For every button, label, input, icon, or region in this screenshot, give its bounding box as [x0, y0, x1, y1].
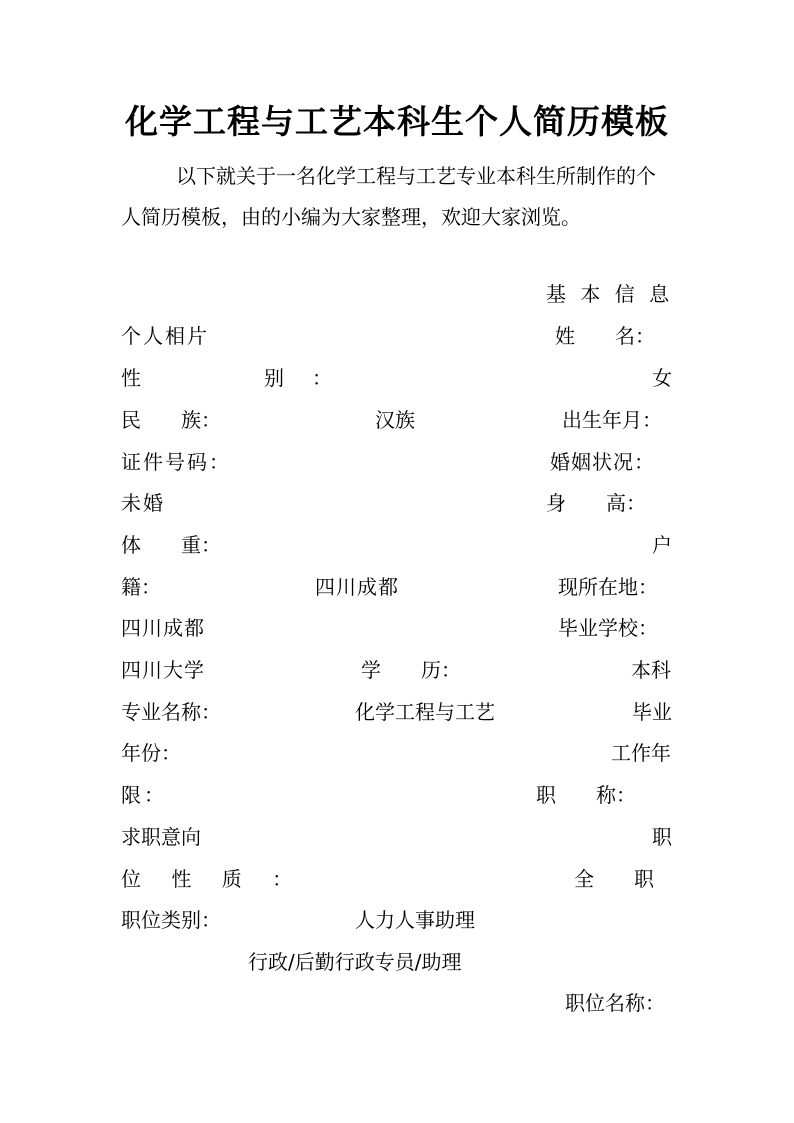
gradyear-label-a: 毕业: [632, 700, 672, 724]
height-label: 身 高：: [546, 491, 646, 515]
section-basic-info: 基 本 信 息: [546, 282, 674, 306]
jobnature-label-b: 位 性 质 ：: [121, 867, 305, 891]
jobnature-label-a: 职: [652, 825, 672, 849]
degree-label: 学 历：: [361, 658, 461, 682]
jobnature-value: 全 职: [574, 867, 654, 891]
residence-label: 现所在地：: [558, 575, 658, 599]
marital-label: 婚姻状况：: [550, 450, 655, 474]
photo-label: 个人相片: [121, 324, 209, 348]
hukou-label-b: 籍：: [121, 575, 161, 599]
gender-colon: ：: [312, 366, 332, 390]
weight-label: 体 重：: [121, 533, 221, 557]
school-label: 毕业学校：: [558, 616, 658, 640]
gradyear-label-b: 年份：: [121, 741, 181, 765]
category-value-1: 人力人事助理: [355, 908, 475, 932]
intro-paragraph: 以下就关于一名化学工程与工艺专业本科生所制作的个人简历模板，由的小编为大家整理，欢迎大家浏览。: [121, 164, 656, 229]
birth-label: 出生年月：: [562, 408, 662, 432]
ethnicity-value: 汉族: [375, 408, 415, 432]
hukou-label-a: 户: [652, 533, 672, 557]
gender-label-b: 别: [264, 366, 284, 390]
residence-value: 四川成都: [121, 616, 205, 640]
section-job-intent: 求职意向: [121, 825, 201, 849]
jobtitle-label: 职 称：: [536, 783, 636, 807]
major-value: 化学工程与工艺: [355, 700, 495, 724]
document-title: 化学工程与工艺本科生个人简历模板: [125, 102, 669, 141]
hukou-value: 四川成都: [315, 575, 399, 599]
ethnicity-label: 民 族：: [121, 408, 221, 432]
category-value-2: 行政/后勤行政专员/助理: [248, 950, 462, 974]
degree-value: 本科: [631, 658, 671, 682]
marital-value: 未婚: [121, 491, 165, 515]
position-label: 职位名称：: [565, 991, 665, 1015]
id-label: 证件号码：: [121, 450, 231, 474]
category-label: 职位类别：: [121, 908, 221, 932]
major-label: 专业名称：: [121, 700, 221, 724]
gender-label-a: 性: [121, 366, 141, 390]
name-label: 姓 名：: [555, 324, 655, 348]
workyears-label-a: 工作年: [611, 741, 671, 765]
workyears-label-b: 限：: [121, 783, 167, 807]
school-value: 四川大学: [121, 658, 205, 682]
gender-value: 女: [652, 366, 672, 390]
